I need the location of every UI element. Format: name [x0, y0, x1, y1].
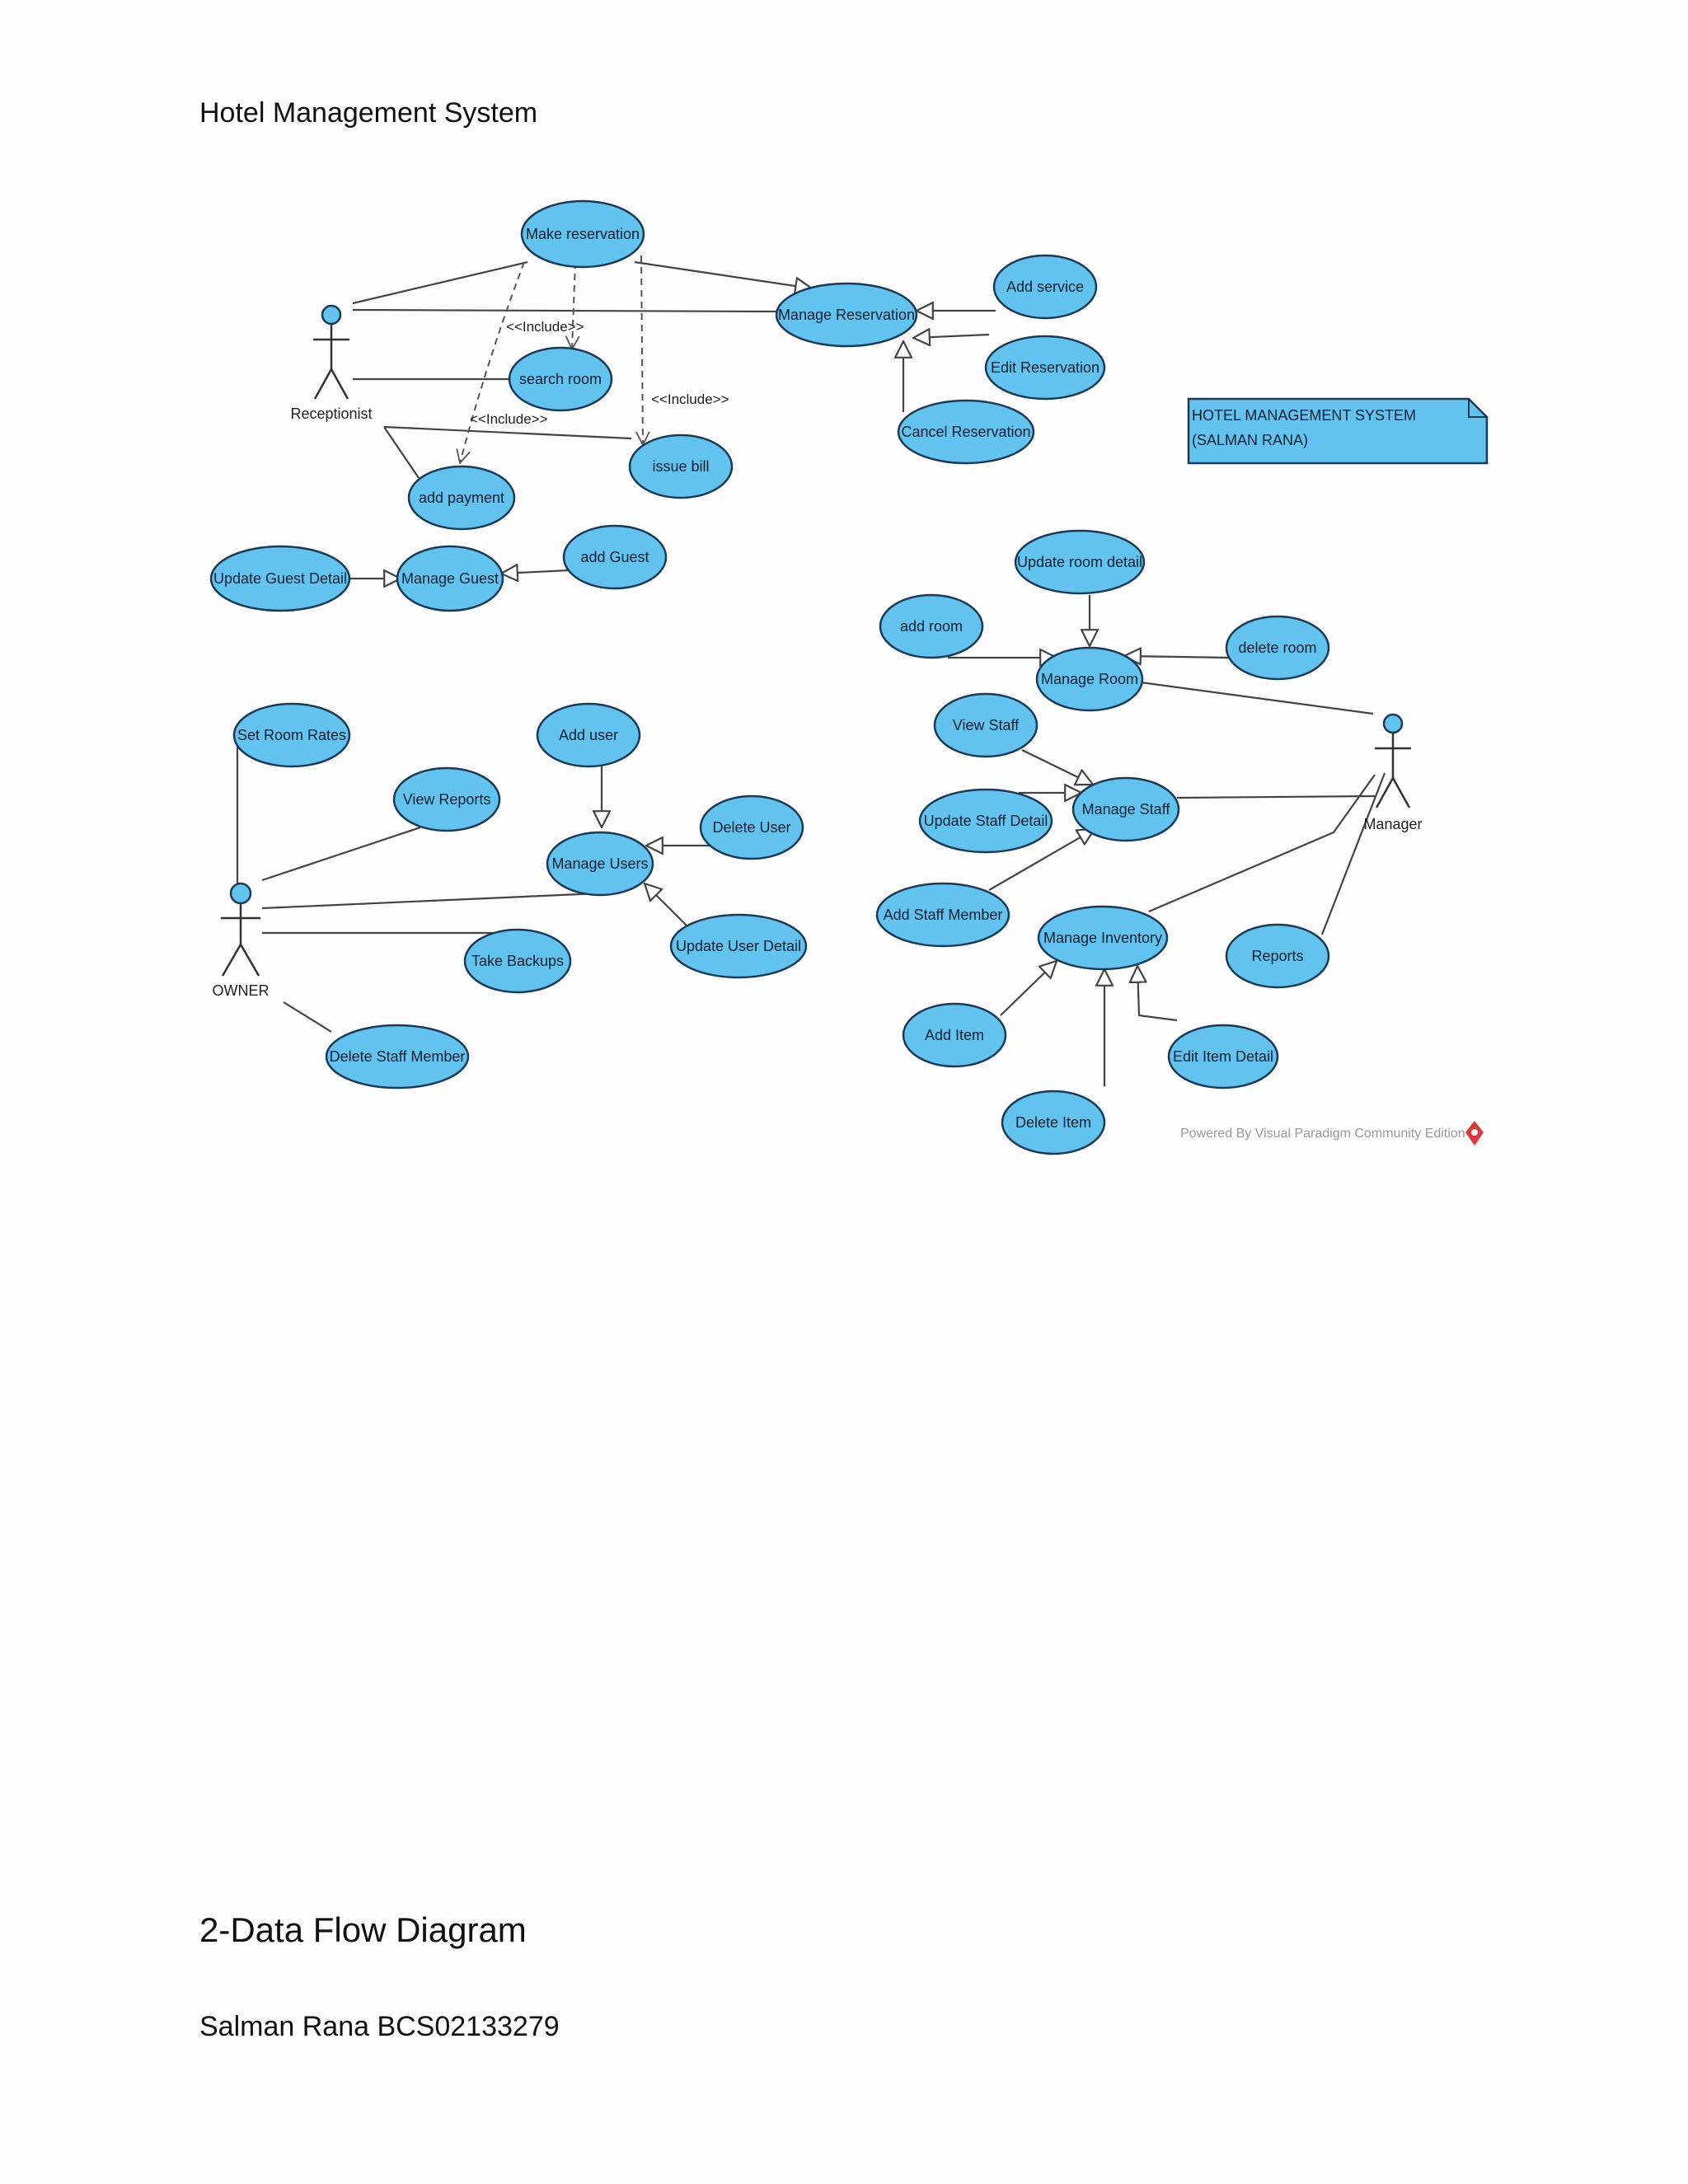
use-case-manage-staff[interactable] — [1073, 778, 1179, 841]
svg-text:View Staff: View Staff — [952, 716, 1020, 733]
svg-text:Set Room Rates: Set Room Rates — [237, 726, 347, 743]
assoc-owner-manage-users — [262, 893, 598, 908]
use-case-make-reservation[interactable] — [522, 201, 644, 267]
assoc-receptionist-issue-bill — [384, 427, 631, 438]
watermark-text: Powered By Visual Paradigm Community Edition — [1180, 1127, 1465, 1141]
gen-make-reservation-manage-reservation — [635, 262, 812, 288]
svg-text:search room: search room — [518, 370, 603, 387]
svg-text:Manage Staff: Manage Staff — [1081, 800, 1170, 818]
use-case-add-room[interactable] — [880, 595, 982, 658]
svg-text:Make reservation: Make reservation — [525, 225, 640, 242]
note-line-1: HOTEL MANAGEMENT SYSTEM — [1192, 407, 1417, 424]
assoc-receptionist-make-reservation — [353, 262, 528, 303]
svg-text:Edit Reservation: Edit Reservation — [990, 359, 1100, 376]
use-case-manage-guest[interactable] — [397, 546, 503, 611]
use-case-edit-item-detail[interactable] — [1169, 1025, 1278, 1088]
use-case-add-user[interactable] — [537, 704, 640, 766]
include-issue-bill — [641, 255, 643, 445]
svg-text:Add user: Add user — [558, 726, 619, 743]
svg-text:Edit Item Detail: Edit Item Detail — [1172, 1047, 1274, 1065]
svg-text:Take Backups: Take Backups — [471, 952, 565, 969]
svg-text:delete room: delete room — [1238, 639, 1317, 656]
use-case-manage-reservation[interactable] — [776, 284, 917, 346]
use-case-manage-room[interactable] — [1037, 648, 1142, 710]
stereotype-include-payment: <<Include>> — [470, 411, 548, 427]
actor-head — [231, 883, 251, 903]
use-case-delete-room[interactable] — [1226, 616, 1329, 679]
svg-text:add Guest: add Guest — [580, 548, 649, 565]
use-case-update-room-detail[interactable] — [1015, 531, 1144, 593]
actor-label: Receptionist — [290, 405, 373, 422]
use-case-manage-users[interactable] — [547, 832, 653, 895]
use-case-delete-staff-member[interactable] — [326, 1025, 468, 1088]
use-case-manage-inventory[interactable] — [1039, 907, 1167, 969]
assoc-owner-view-reports — [262, 827, 420, 880]
actor-label: OWNER — [212, 982, 270, 999]
actor-label: Manager — [1363, 816, 1423, 832]
svg-text:add room: add room — [899, 617, 964, 635]
svg-text:Cancel Reservation: Cancel Reservation — [901, 423, 1031, 440]
use-case-add-item[interactable] — [903, 1004, 1006, 1066]
actor-manager[interactable] — [1363, 715, 1422, 832]
use-case-delete-item[interactable] — [1002, 1091, 1104, 1154]
use-case-cancel-reservation[interactable] — [898, 401, 1034, 463]
use-case-update-guest-detail[interactable] — [211, 546, 349, 611]
svg-text:Delete Item: Delete Item — [1015, 1113, 1092, 1131]
include-search-room — [572, 262, 575, 349]
use-case-reports[interactable] — [1226, 925, 1329, 987]
use-case-add-staff-member[interactable] — [877, 883, 1009, 946]
actor-receptionist[interactable] — [290, 306, 372, 422]
assoc-receptionist-manage-reservation — [353, 310, 776, 312]
note-line-2: (SALMAN RANA) — [1192, 432, 1309, 448]
gen-edit-item-detail — [1137, 966, 1177, 1020]
svg-text:Reports: Reports — [1251, 947, 1304, 964]
stereotype-include-search: <<Include>> — [506, 319, 584, 335]
assoc-owner-delete-staff-member — [284, 1002, 331, 1032]
svg-text:Manage Guest: Manage Guest — [401, 569, 499, 587]
gen-delete-room — [1124, 656, 1230, 658]
use-case-search-room[interactable] — [509, 348, 612, 410]
use-case-view-reports[interactable] — [394, 768, 499, 831]
gen-add-guest — [501, 570, 569, 574]
use-case-update-user-detail[interactable] — [671, 915, 806, 977]
gen-update-user-detail — [645, 883, 689, 928]
gen-add-item — [1001, 961, 1057, 1015]
svg-text:Update Guest Detail: Update Guest Detail — [213, 569, 348, 587]
actor-owner[interactable] — [213, 883, 270, 999]
use-case-add-payment[interactable] — [409, 466, 514, 529]
svg-text:Update Staff Detail: Update Staff Detail — [923, 812, 1048, 829]
svg-text:Delete Staff Member: Delete Staff Member — [329, 1047, 466, 1065]
svg-text:issue bill: issue bill — [652, 457, 710, 475]
svg-text:Manage Users: Manage Users — [551, 855, 649, 872]
page-footer: Salman Rana BCS02133279 — [199, 2011, 560, 2042]
svg-text:View Reports: View Reports — [402, 790, 491, 808]
use-case-set-room-rates[interactable] — [234, 704, 349, 766]
actor-head — [1384, 715, 1402, 733]
svg-text:Add Staff Member: Add Staff Member — [883, 906, 1003, 923]
assoc-manager-manage-inventory — [1149, 775, 1375, 912]
use-case-add-service[interactable] — [994, 255, 1096, 318]
visual-paradigm-logo-icon — [1465, 1121, 1484, 1146]
assoc-manager-manage-staff — [1177, 796, 1375, 798]
svg-text:Update room detail: Update room detail — [1016, 553, 1143, 570]
use-case-issue-bill[interactable] — [630, 435, 732, 498]
gen-view-staff — [1022, 750, 1093, 785]
use-case-take-backups[interactable] — [465, 930, 570, 992]
svg-text:Manage Inventory: Manage Inventory — [1043, 929, 1163, 946]
use-case-view-staff[interactable] — [935, 694, 1037, 757]
actor-head — [322, 306, 340, 324]
svg-text:Add service: Add service — [1006, 278, 1085, 295]
use-case-delete-user[interactable] — [701, 796, 803, 859]
assoc-manager-manage-room — [1141, 682, 1373, 714]
assoc-receptionist-add-payment — [384, 427, 419, 478]
svg-text:add payment: add payment — [418, 489, 505, 506]
page-header: Hotel Management System — [199, 97, 538, 129]
svg-text:Add Item: Add Item — [924, 1026, 985, 1043]
svg-text:Manage Room: Manage Room — [1040, 670, 1139, 687]
stereotype-include-bill: <<Include>> — [651, 391, 729, 407]
use-case-update-staff-detail[interactable] — [920, 790, 1052, 852]
svg-text:Delete User: Delete User — [712, 818, 791, 836]
diagram-note — [1189, 399, 1487, 463]
use-case-add-guest[interactable] — [564, 526, 666, 588]
svg-text:Manage Reservation: Manage Reservation — [777, 306, 916, 323]
use-case-edit-reservation[interactable] — [986, 336, 1104, 399]
gen-edit-reservation — [913, 335, 989, 338]
svg-text:Update User Detail: Update User Detail — [675, 937, 802, 954]
section-title: 2-Data Flow Diagram — [199, 1910, 527, 1949]
